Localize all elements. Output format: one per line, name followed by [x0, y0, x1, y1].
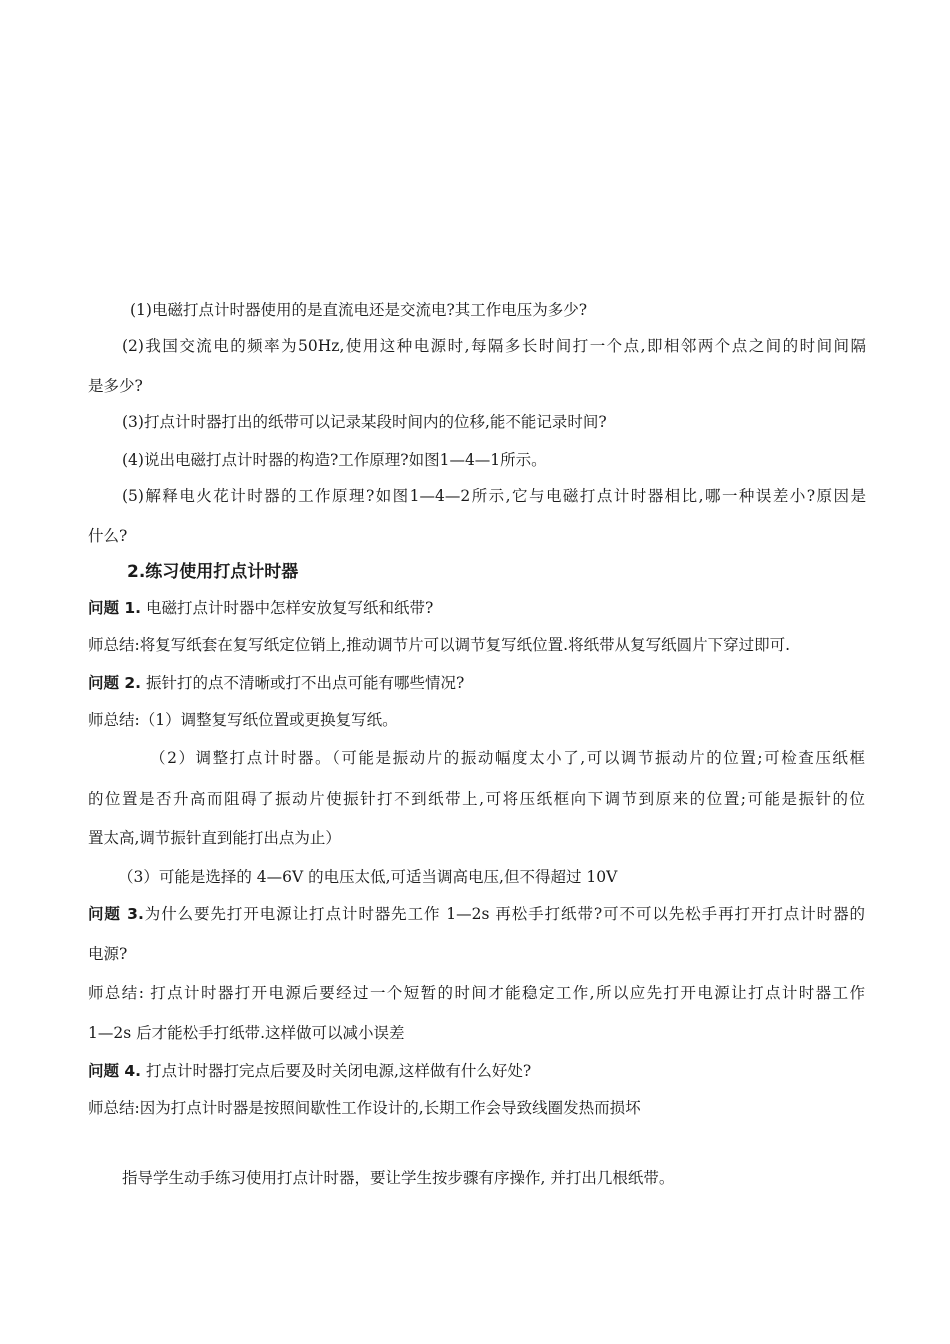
problem-2-answer-1: 师总结:（1）调整复写纸位置或更换复写纸。 — [88, 711, 398, 729]
problem-4-text: 打点计时器打完点后要及时关闭电源,这样做有什么好处? — [141, 1062, 532, 1080]
question-3: (3)打点计时器打出的纸带可以记录某段时间内的位移,能不能记录时间? — [122, 413, 607, 431]
problem-3-line-1 — [88, 904, 865, 924]
problem-2-answer-3: （3）可能是选择的 4—6V 的电压太低,可适当调高电压,但不得超过 10V — [118, 868, 618, 886]
problem-4-answer: 师总结:因为打点计时器是按照间歇性工作设计的,长期工作会导致线圈发热而损坏 — [88, 1099, 641, 1117]
question-1: (1)电磁打点计时器使用的是直流电还是交流电?其工作电压为多少? — [130, 301, 588, 319]
question-2-line-2: 是多少? — [88, 377, 143, 395]
problem-2 — [88, 673, 868, 693]
problem-1-label: 问题 1. — [88, 599, 142, 617]
problem-1-text: 电磁打点计时器中怎样安放复写纸和纸带? — [141, 599, 434, 617]
problem-2-label: 问题 2. — [88, 674, 142, 692]
problem-3-answer-line-2: 1—2s 后才能松手打纸带.这样做可以减小误差 — [88, 1024, 405, 1042]
problem-4 — [88, 1061, 868, 1081]
problem-2-answer-2-line-1: （2）调整打点计时器。（可能是振动片的振动幅度太小了,可以调节振动片的位置;可检查压纸框 — [150, 749, 865, 767]
problem-3-label: 问题 3. — [88, 905, 144, 923]
problem-3-line-2: 电源? — [88, 945, 128, 963]
closing-paragraph: 指导学生动手练习使用打点计时器，要让学生按步骤有序操作, 并打出几根纸带。 — [122, 1169, 675, 1187]
question-5-line-2: 什么? — [88, 527, 128, 545]
problem-4-label: 问题 4. — [88, 1062, 142, 1080]
problem-2-answer-2-line-2: 的位置是否升高而阻碍了振动片使振针打不到纸带上,可将压纸框向下调节到原来的位置;可能是振针的位 — [88, 790, 865, 808]
problem-3-text: 为什么要先打开电源让打点计时器先工作 1—2s 再松手打纸带?可不可以先松手再打开打点计时器的 — [143, 905, 865, 923]
problem-2-answer-2-line-3: 置太高,调节振针直到能打出点为止） — [88, 829, 341, 847]
question-4: (4)说出电磁打点计时器的构造?工作原理?如图1—4—1所示。 — [122, 451, 547, 469]
problem-1 — [88, 598, 868, 618]
problem-1-answer: 师总结:将复写纸套在复写纸定位销上,推动调节片可以调节复写纸位置.将纸带从复写纸圆片下穿过即可. — [88, 636, 791, 654]
section-2-title: 2.练习使用打点计时器 — [127, 562, 299, 582]
question-2-line-1: (2)我国交流电的频率为50Hz,使用这种电源时,每隔多长时间打一个点,即相邻两个点之间的时间间隔 — [122, 337, 866, 355]
question-5-line-1: (5)解释电火花计时器的工作原理?如图1—4—2所示,它与电磁打点计时器相比,哪一种误差小?原因是 — [122, 487, 866, 505]
problem-3-answer-line-1: 师总结: 打点计时器打开电源后要经过一个短暂的时间才能稳定工作,所以应先打开电源让打点计时器工作 — [88, 984, 865, 1002]
problem-2-text: 振针打的点不清晰或打不出点可能有哪些情况? — [141, 674, 465, 692]
